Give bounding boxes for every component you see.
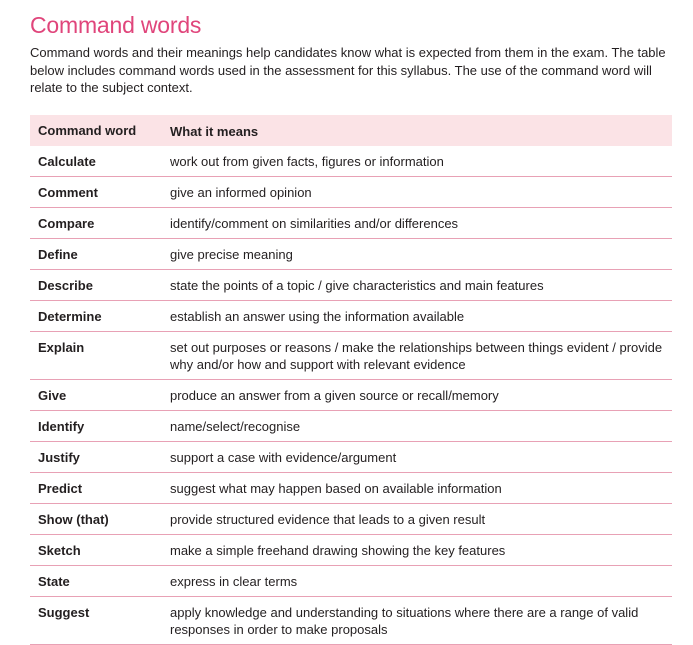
table-row <box>30 473 672 504</box>
page-title: Command words <box>30 12 202 38</box>
table-row <box>30 208 672 239</box>
table-row <box>30 411 672 442</box>
command-word: Sketch <box>38 543 81 558</box>
command-words-table <box>30 115 672 645</box>
command-word: Define <box>38 247 78 262</box>
table-row <box>30 380 672 411</box>
command-word: Calculate <box>38 154 96 169</box>
command-meaning: give precise meaning <box>170 247 293 262</box>
command-word: Explain <box>38 340 85 355</box>
command-meaning: set out purposes or reasons / make the relationships between things evident / provide why and/or how and support with relevant evidence <box>170 340 663 372</box>
command-meaning: apply knowledge and understanding to situations where there are a range of valid responses in order to make proposals <box>170 605 639 637</box>
table-row <box>30 442 672 473</box>
command-word: Suggest <box>38 605 90 620</box>
table-header-row <box>30 115 672 146</box>
command-meaning: identify/comment on similarities and/or differences <box>170 216 459 231</box>
table-row <box>30 566 672 597</box>
table-row <box>30 239 672 270</box>
table-row <box>30 177 672 208</box>
table-row <box>30 301 672 332</box>
command-meaning: name/select/recognise <box>170 419 301 434</box>
command-meaning: establish an answer using the information available <box>170 309 465 324</box>
table-row <box>30 597 672 645</box>
command-word: Give <box>38 388 67 403</box>
column-header-command-word: Command word <box>38 123 137 138</box>
command-meaning: give an informed opinion <box>170 185 312 200</box>
command-word: Identify <box>38 419 85 434</box>
command-meaning: express in clear terms <box>170 574 298 589</box>
column-header-meaning: What it means <box>170 124 259 139</box>
table-row <box>30 146 672 177</box>
command-word: Comment <box>38 185 98 200</box>
command-word: Determine <box>38 309 102 324</box>
table-row <box>30 270 672 301</box>
table-row <box>30 504 672 535</box>
document-page <box>30 10 672 637</box>
command-word: Predict <box>38 481 83 496</box>
command-meaning: support a case with evidence/argument <box>170 450 397 465</box>
command-meaning: suggest what may happen based on available information <box>170 481 502 496</box>
command-word: State <box>38 574 70 589</box>
command-word: Show (that) <box>38 512 109 527</box>
command-word: Compare <box>38 216 95 231</box>
intro-paragraph: Command words and their meanings help candidates know what is expected from them in the exam. The table below includes command words used in the assessment for this syllabus. The use of the command word will relate to the subject context. <box>30 45 666 95</box>
command-meaning: provide structured evidence that leads to a given result <box>170 512 486 527</box>
command-meaning: state the points of a topic / give characteristics and main features <box>170 278 544 293</box>
command-meaning: produce an answer from a given source or recall/memory <box>170 388 499 403</box>
table-row <box>30 332 672 380</box>
command-meaning: work out from given facts, figures or information <box>170 154 444 169</box>
command-meaning: make a simple freehand drawing showing the key features <box>170 543 506 558</box>
command-word: Describe <box>38 278 93 293</box>
table-row <box>30 535 672 566</box>
command-word: Justify <box>38 450 80 465</box>
